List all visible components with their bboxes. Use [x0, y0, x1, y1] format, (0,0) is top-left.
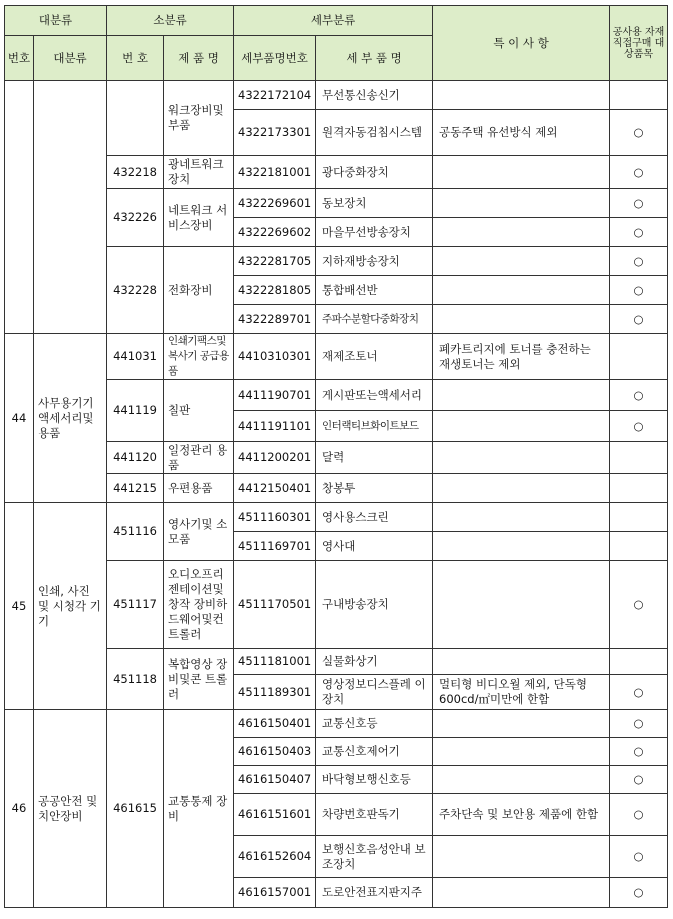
detail-number-cell: 4511170501 [234, 561, 316, 649]
table-row [5, 81, 668, 110]
minor-number-cell: 441119 [107, 380, 164, 442]
detail-number-cell: 4616151601 [234, 794, 316, 836]
detail-name-cell: 동보장치 [316, 189, 433, 218]
detail-number-cell: 4411200201 [234, 442, 316, 474]
detail-number-cell: 4511189301 [234, 675, 316, 710]
detail-number-cell: 4322172104 [234, 81, 316, 110]
note-cell [433, 836, 610, 878]
purchase-mark: ○ [610, 247, 668, 276]
detail-number-cell: 4411190701 [234, 380, 316, 411]
minor-number-cell: 432226 [107, 189, 164, 247]
note-cell [433, 218, 610, 247]
note-cell [433, 532, 610, 561]
minor-name-cell: 칠판 [164, 380, 234, 442]
detail-number-cell: 4511160301 [234, 503, 316, 532]
detail-name-cell: 바닥형보행신호등 [316, 766, 433, 794]
detail-name-cell: 영상정보디스플레 이장치 [316, 675, 433, 710]
header-product-name: 제 품 명 [164, 36, 234, 81]
header-detail-number: 세부품명번호 [234, 36, 316, 81]
purchase-mark [610, 649, 668, 675]
purchase-mark: ○ [610, 794, 668, 836]
purchase-mark: ○ [610, 561, 668, 649]
purchase-mark: ○ [610, 218, 668, 247]
major-number-cell: 46 [5, 710, 34, 908]
detail-name-cell: 교통신호제어기 [316, 738, 433, 766]
minor-number-cell: 441215 [107, 474, 164, 503]
minor-name-cell: 워크장비및부품 [164, 81, 234, 156]
detail-name-cell: 재제조토너 [316, 334, 433, 380]
purchase-mark [610, 532, 668, 561]
major-number-cell: 45 [5, 503, 34, 710]
purchase-mark: ○ [610, 766, 668, 794]
minor-number-cell: 451116 [107, 503, 164, 561]
header-direct-purchase: 공사용 자재 직접구매 대상품목 [610, 6, 668, 81]
detail-number-cell: 4322181001 [234, 156, 316, 189]
detail-name-cell: 교통신호등 [316, 710, 433, 738]
minor-number-cell: 441031 [107, 334, 164, 380]
detail-number-cell: 4410310301 [234, 334, 316, 380]
detail-number-cell: 4616150401 [234, 710, 316, 738]
major-number-cell: 44 [5, 334, 34, 503]
note-cell [433, 380, 610, 411]
header-minor-number: 번 호 [107, 36, 164, 81]
note-cell [433, 276, 610, 305]
detail-name-cell: 차량번호판독기 [316, 794, 433, 836]
detail-name-cell: 주파수분할다중화장치 [316, 305, 433, 334]
purchase-mark [610, 474, 668, 503]
minor-name-cell: 인쇄기팩스및복사기 공급용품 [164, 334, 234, 380]
detail-name-cell: 구내방송장치 [316, 561, 433, 649]
note-cell [433, 305, 610, 334]
detail-name-cell: 통합배선반 [316, 276, 433, 305]
note-cell [433, 411, 610, 442]
note-cell [433, 766, 610, 794]
purchase-mark: ○ [610, 710, 668, 738]
minor-name-cell: 우편용품 [164, 474, 234, 503]
detail-number-cell: 4511181001 [234, 649, 316, 675]
detail-name-cell: 인터랙티브화이트보드 [316, 411, 433, 442]
minor-number-cell: 441120 [107, 442, 164, 474]
purchase-mark [610, 442, 668, 474]
note-cell [433, 81, 610, 110]
detail-name-cell: 실물화상기 [316, 649, 433, 675]
detail-number-cell: 4616150407 [234, 766, 316, 794]
minor-number-cell: 451117 [107, 561, 164, 649]
note-cell: 멀티형 비디오월 제외, 단독형 600cd/㎡미만에 한함 [433, 675, 610, 710]
detail-name-cell: 보행신호음성안내 보조장치 [316, 836, 433, 878]
purchase-mark: ○ [610, 305, 668, 334]
minor-name-cell: 일정관리 용품 [164, 442, 234, 474]
note-cell [433, 189, 610, 218]
minor-number-cell [107, 81, 164, 156]
detail-number-cell: 4322289701 [234, 305, 316, 334]
detail-name-cell: 달력 [316, 442, 433, 474]
note-cell [433, 442, 610, 474]
purchase-mark: ○ [610, 738, 668, 766]
table-row [5, 710, 668, 738]
detail-number-cell: 4412150401 [234, 474, 316, 503]
detail-number-cell: 4411191101 [234, 411, 316, 442]
detail-name-cell: 영사대 [316, 532, 433, 561]
minor-number-cell: 432228 [107, 247, 164, 334]
header-major-group: 대분류 [5, 6, 107, 36]
minor-name-cell: 오디오프리젠테이션및창작 장비하드웨어및컨트롤러 [164, 561, 234, 649]
purchase-mark: ○ [610, 276, 668, 305]
detail-name-cell: 게시판또는액세서리 [316, 380, 433, 411]
purchase-mark [610, 503, 668, 532]
minor-name-cell: 영사기및 소모품 [164, 503, 234, 561]
header-minor-group: 소분류 [107, 6, 234, 36]
note-cell [433, 738, 610, 766]
detail-number-cell: 4616150403 [234, 738, 316, 766]
purchase-mark [610, 334, 668, 380]
detail-number-cell: 4616152604 [234, 836, 316, 878]
note-cell [433, 561, 610, 649]
table-row [5, 334, 668, 380]
detail-name-cell: 창봉투 [316, 474, 433, 503]
minor-number-cell: 432218 [107, 156, 164, 189]
purchase-mark: ○ [610, 110, 668, 156]
minor-name-cell: 광네트워크장치 [164, 156, 234, 189]
major-name-cell: 인쇄, 사진 및 시청각 기기 [34, 503, 107, 710]
detail-number-cell: 4322269601 [234, 189, 316, 218]
note-cell [433, 710, 610, 738]
detail-number-cell: 4616157001 [234, 878, 316, 908]
note-cell [433, 878, 610, 908]
minor-name-cell: 복합영상 장비및콘 트롤러 [164, 649, 234, 710]
purchase-mark [610, 81, 668, 110]
minor-number-cell: 461615 [107, 710, 164, 908]
header-number: 번호 [5, 36, 34, 81]
minor-name-cell: 전화장비 [164, 247, 234, 334]
detail-number-cell: 4511169701 [234, 532, 316, 561]
detail-number-cell: 4322173301 [234, 110, 316, 156]
detail-number-cell: 4322281705 [234, 247, 316, 276]
purchase-mark: ○ [610, 380, 668, 411]
note-cell [433, 247, 610, 276]
minor-name-cell: 교통통제 장비 [164, 710, 234, 908]
major-name-cell: 공공안전 및치안장비 [34, 710, 107, 908]
detail-name-cell: 무선통신송신기 [316, 81, 433, 110]
detail-name-cell: 마을무선방송장치 [316, 218, 433, 247]
note-cell: 주차단속 및 보안용 제품에 한함 [433, 794, 610, 836]
purchase-mark: ○ [610, 675, 668, 710]
minor-name-cell: 네트워크 서비스장비 [164, 189, 234, 247]
purchase-mark: ○ [610, 189, 668, 218]
header-detail-name: 세 부 품 명 [316, 36, 433, 81]
product-classification-table [4, 5, 668, 908]
purchase-mark: ○ [610, 411, 668, 442]
note-cell [433, 156, 610, 189]
minor-number-cell: 451118 [107, 649, 164, 710]
major-number-cell [5, 81, 34, 334]
detail-number-cell: 4322269602 [234, 218, 316, 247]
header-notes: 특 이 사 항 [433, 6, 610, 81]
header-detail-group: 세부분류 [234, 6, 433, 36]
major-name-cell: 사무용기기 액세서리및용품 [34, 334, 107, 503]
purchase-mark: ○ [610, 156, 668, 189]
detail-name-cell: 도로안전표지판지주 [316, 878, 433, 908]
note-cell [433, 503, 610, 532]
note-cell: 공동주택 유선방식 제외 [433, 110, 610, 156]
major-name-cell [34, 81, 107, 334]
header-major-name: 대분류 [34, 36, 107, 81]
note-cell: 폐카트리지에 토너를 충전하는 재생토너는 제외 [433, 334, 610, 380]
purchase-mark: ○ [610, 878, 668, 908]
detail-name-cell: 원격자동검침시스템 [316, 110, 433, 156]
note-cell [433, 474, 610, 503]
purchase-mark: ○ [610, 836, 668, 878]
detail-number-cell: 4322281805 [234, 276, 316, 305]
detail-name-cell: 지하재방송장치 [316, 247, 433, 276]
note-cell [433, 649, 610, 675]
table-row [5, 503, 668, 532]
detail-name-cell: 영사용스크린 [316, 503, 433, 532]
detail-name-cell: 광다중화장치 [316, 156, 433, 189]
